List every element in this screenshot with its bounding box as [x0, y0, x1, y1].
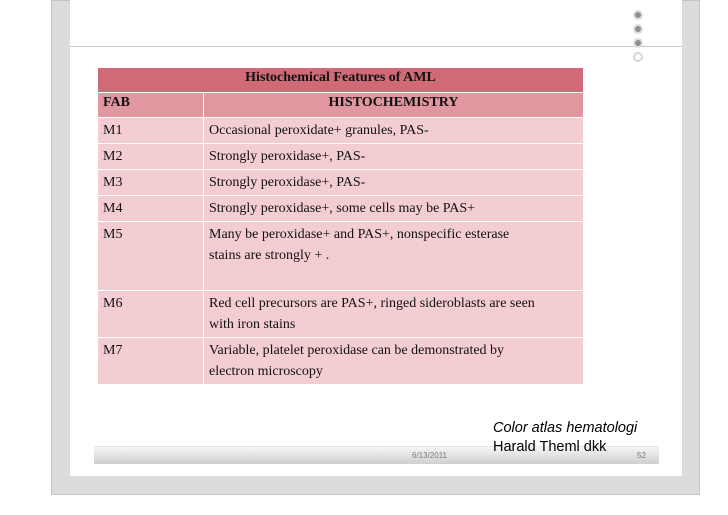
- source-credit: [493, 419, 637, 457]
- slide-page-number: 52: [637, 451, 646, 460]
- histochemistry-cell: [204, 196, 584, 222]
- table-row: [98, 338, 584, 385]
- fab-cell: M5: [98, 222, 204, 291]
- nav-dot-icon: [633, 38, 643, 48]
- fab-cell: M1: [98, 118, 204, 144]
- nav-dot-empty-icon: [633, 52, 643, 62]
- table-row: [98, 170, 584, 196]
- histochemistry-cell: [204, 144, 584, 170]
- table-row: [98, 196, 584, 222]
- nav-dot-icon: [633, 10, 643, 20]
- histochemistry-cell: [204, 338, 584, 385]
- table-header-row: [98, 93, 584, 118]
- histochemistry-text: Strongly peroxidase+, PAS-: [209, 175, 366, 190]
- nav-dot-icon: [633, 24, 643, 34]
- slide-nav-dots: [633, 10, 643, 62]
- slide-top-divider: [70, 46, 682, 47]
- fab-cell: M7: [98, 338, 204, 385]
- column-header-fab: FAB: [98, 93, 204, 118]
- histochemistry-text: Many be peroxidase+ and PAS+, nonspecific esterase: [209, 227, 510, 242]
- histochemistry-cell: [204, 291, 584, 338]
- fab-cell: M3: [98, 170, 204, 196]
- histochemical-features-table: [97, 67, 584, 385]
- histochemistry-text: Red cell precursors are PAS+, ringed sideroblasts are seen: [209, 296, 535, 311]
- table-row: [98, 144, 584, 170]
- histochemistry-text: stains are strongly + .: [209, 248, 330, 263]
- histochemistry-text: Strongly peroxidase+, some cells may be PAS+: [209, 201, 476, 216]
- footer-date: 6/13/2011: [412, 451, 447, 460]
- histochemistry-cell: [204, 222, 584, 291]
- fab-cell: M4: [98, 196, 204, 222]
- table-row: [98, 222, 584, 291]
- histochemistry-text: Variable, platelet peroxidase can be demonstrated by: [209, 343, 505, 358]
- histochemistry-cell: [204, 170, 584, 196]
- column-header-histochemistry: HISTOCHEMISTRY: [204, 93, 584, 118]
- histochemistry-text: Strongly peroxidase+, PAS-: [209, 149, 366, 164]
- table-row: [98, 291, 584, 338]
- fab-cell: M2: [98, 144, 204, 170]
- histochemistry-text: with iron stains: [209, 317, 296, 332]
- table-title: Histochemical Features of AML: [98, 68, 584, 93]
- histochemistry-text: Occasional peroxidate+ granules, PAS-: [209, 123, 429, 138]
- table-row: [98, 118, 584, 144]
- fab-cell: M6: [98, 291, 204, 338]
- histochemistry-text: electron microscopy: [209, 364, 323, 379]
- histochemistry-cell: [204, 118, 584, 144]
- credit-line-author: Harald Theml dkk: [493, 439, 607, 455]
- table-title-row: [98, 68, 584, 93]
- credit-line-source: Color atlas hematologi: [493, 420, 638, 436]
